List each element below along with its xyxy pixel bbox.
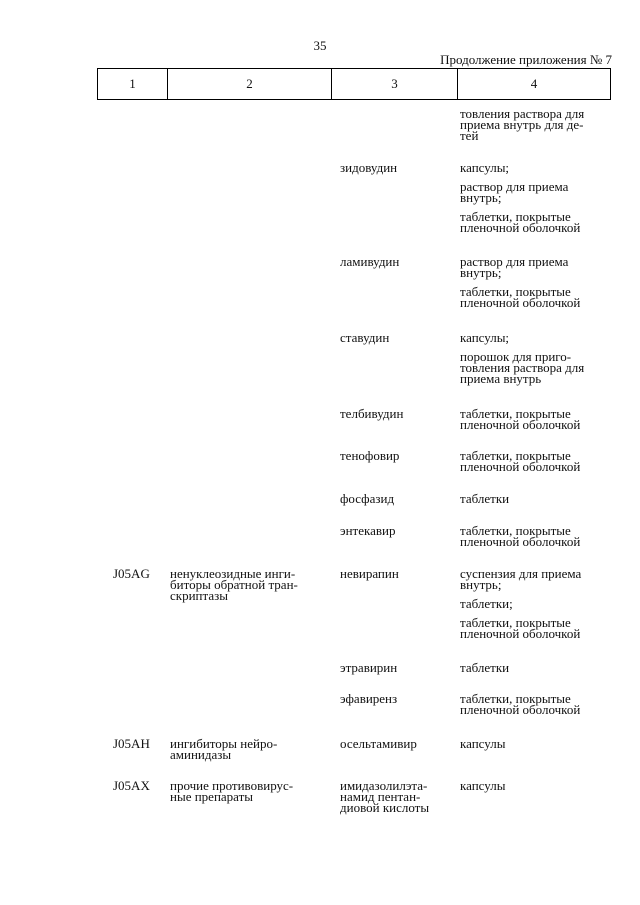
dosage-form: раствор для приема внутрь; (460, 179, 569, 205)
dosage-form: раствор для приема внутрь; (460, 254, 569, 280)
atc-code: J05AG (113, 566, 150, 581)
drug-name: осельтамивир (340, 736, 417, 751)
dosage-form: таблетки, покрытые пленочной оболочкой (460, 523, 581, 549)
continuation-note: Продолжение приложения № 7 (440, 52, 612, 67)
drug-name: энтекавир (340, 523, 396, 538)
group-name: прочие противовирус- ные препараты (170, 778, 294, 804)
drug-name: имидазолилэта- намид пентан- диовой кислоты (340, 778, 430, 815)
dosage-form: товления раствора для приема внутрь для де- тей (460, 106, 585, 143)
page-number: 35 (313, 38, 327, 53)
drug-name: фосфазид (340, 491, 395, 506)
drug-name: эфавиренз (340, 691, 398, 706)
column-header-1: 1 (98, 69, 168, 100)
drug-name: ставудин (340, 330, 390, 345)
dosage-form: таблетки, покрытые пленочной оболочкой (460, 448, 581, 474)
dosage-form: таблетки, покрытые пленочной оболочкой (460, 615, 581, 641)
column-header-3: 3 (332, 69, 458, 100)
column-header-2: 2 (168, 69, 332, 100)
column-header-4: 4 (458, 69, 611, 100)
dosage-form: таблетки; (460, 596, 513, 611)
dosage-form: таблетки, покрытые пленочной оболочкой (460, 284, 581, 310)
drug-name: невирапин (340, 566, 399, 581)
dosage-form: таблетки (460, 491, 510, 506)
drug-name: телбивудин (340, 406, 404, 421)
drug-name: тенофовир (340, 448, 400, 463)
dosage-form: порошок для приго- товления раствора для приема внутрь (460, 349, 585, 386)
dosage-form: капсулы (460, 736, 506, 751)
dosage-form: таблетки, покрытые пленочной оболочкой (460, 406, 581, 432)
group-name: ненуклеозидные инги- биторы обратной тран- скриптазы (170, 566, 298, 603)
dosage-form: капсулы; (460, 330, 510, 345)
atc-code: J05AX (113, 778, 150, 793)
dosage-form: капсулы (460, 778, 506, 793)
group-name: ингибиторы нейро- аминидазы (170, 736, 278, 762)
dosage-form: таблетки, покрытые пленочной оболочкой (460, 209, 581, 235)
dosage-form: таблетки (460, 660, 510, 675)
dosage-form: суспензия для приема внутрь; (460, 566, 582, 592)
drug-name: этравирин (340, 660, 398, 675)
drug-name: ламивудин (340, 254, 400, 269)
dosage-form: таблетки, покрытые пленочной оболочкой (460, 691, 581, 717)
drug-name: зидовудин (340, 160, 398, 175)
dosage-form: капсулы; (460, 160, 510, 175)
atc-code: J05AH (113, 736, 150, 751)
